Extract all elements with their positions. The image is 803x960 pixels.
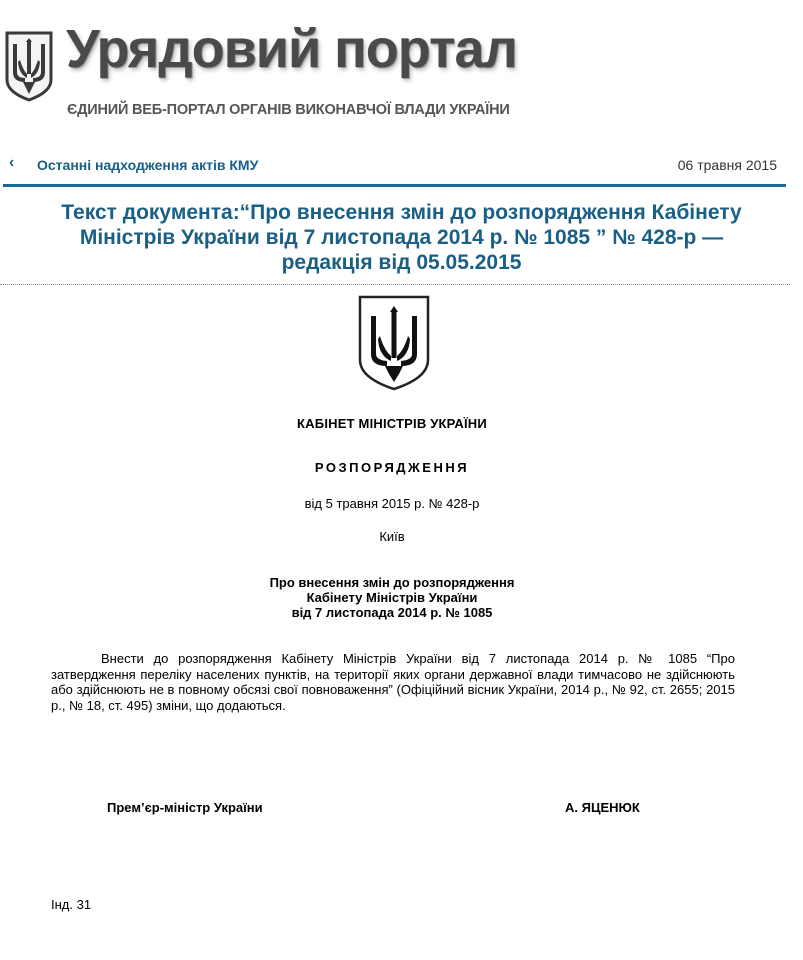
subject-line: Про внесення змін до розпорядження xyxy=(269,575,515,590)
publish-date: 06 травня 2015 xyxy=(677,157,777,173)
subject-line: Кабінету Міністрів України xyxy=(306,590,478,605)
signer-title: Прем’єр-міністр України xyxy=(107,800,263,815)
site-subtitle: ЄДИНИЙ ВЕБ-ПОРТАЛ ОРГАНІВ ВИКОНАВЧОЇ ВЛАДИ УКРАЇНИ xyxy=(67,102,510,118)
document-title-line: Текст документа:“Про внесення змін до розпорядження Кабінету xyxy=(61,201,742,224)
chevron-left-icon[interactable]: ‹ xyxy=(9,154,15,171)
dotted-divider xyxy=(0,284,790,285)
document-title-line: редакція від 05.05.2015 xyxy=(281,251,522,274)
document-city: Київ xyxy=(379,529,405,544)
recent-acts-link[interactable]: Останні надходження актів КМУ xyxy=(37,157,259,173)
coat-of-arms-icon xyxy=(357,294,431,392)
document-body: Внести до розпорядження Кабінету Міністрів України від 7 листопада 2014 р. № 1085 “Про затвердження переліку населених пунктів, на території яких органи державної влади тимчасово не здійснюють або здійснюють не в повному обсязі свої повноваження” (Офіційний вісник України, 2014 р., № 92, ст. 2655; 2015 р., № 18, ст. 495) зміни, що додаються. xyxy=(51,651,735,713)
subject-line: від 7 листопада 2014 р. № 1085 xyxy=(291,605,493,620)
trident-icon xyxy=(4,30,54,102)
document-title-line: Міністрів України від 7 листопада 2014 р. № 1085 ” № 428-р — xyxy=(79,226,724,249)
document-subject xyxy=(0,575,784,620)
document-date: від 5 травня 2015 р. № 428-р xyxy=(304,496,480,511)
nav-divider xyxy=(3,184,786,187)
signer-name: А. ЯЦЕНЮК xyxy=(565,800,640,815)
site-title: Урядовий портал xyxy=(66,19,517,79)
organization-name: КАБІНЕТ МІНІСТРІВ УКРАЇНИ xyxy=(297,416,487,431)
document-index: Інд. 31 xyxy=(51,897,92,912)
document-type: РОЗПОРЯДЖЕННЯ xyxy=(314,460,470,475)
document-title xyxy=(0,200,803,275)
